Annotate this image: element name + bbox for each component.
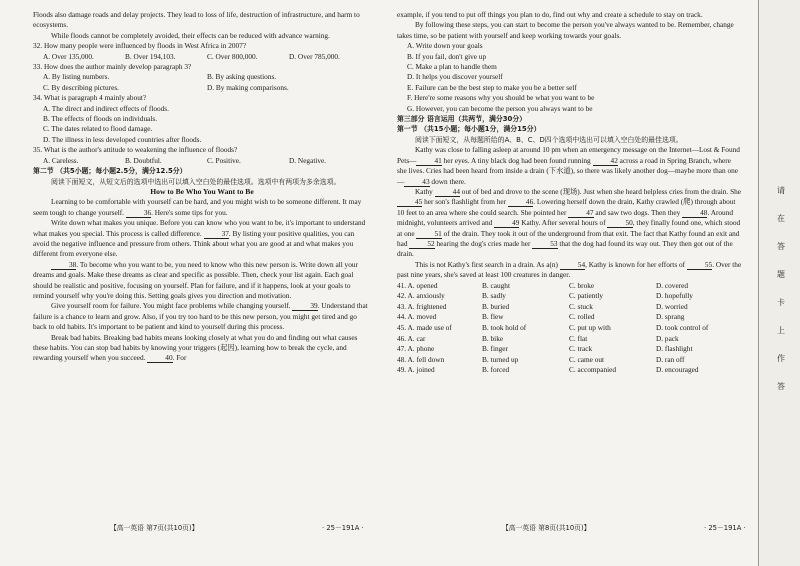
article-paragraph: 38. To become who you want to be, you need to know who this new person is. Write down all your dreams and goals. Make these dreams as clear and specific as possible. Then, check your list again. Each goal should be realistic and positive, focusing on yourself. Plan for failure, and if it happens, look at your goals to remind yourself why you're doing this. Setting goals gives you direction and motivation.: [33, 259, 358, 300]
option: C. The dates related to flood damage.: [43, 124, 153, 134]
choice-row: 41. A. opened B. caught C. broke D. covered: [397, 280, 689, 290]
blank-41: 41: [416, 157, 441, 166]
blank-43: 43: [404, 178, 429, 187]
article-paragraph: Break bad habits. Breaking bad habits means looking closely at what you do and finding out what causes these habits. You can stop bad habits by knowing your triggers (起因), learning how to break the cycle, and rewarding yourself when you succeed. 40. For: [33, 332, 358, 363]
section-heading: 第二节 （共5小题；每小题2.5分，满分12.5分）: [33, 167, 187, 176]
question-stem: 34. What is paragraph 4 mainly about?: [33, 93, 147, 103]
choice-row: 44. A. moved B. flew C. rolled D. sprang: [397, 312, 685, 322]
cloze-paragraph: Kathy was close to falling asleep at around 10 pm when an emergency message on the Internet—Lost & Found Pets— 41 her eyes. A tiny black dog had been found running 42 across a road in Spring Branch, where she lives. Cries had been heard from inside a drain (下水道), so there was likely another dog—maybe more than one— 43 down there.: [397, 145, 740, 186]
choice-row: 45. A. made use of B. took hold of C. put up with D. took control of: [397, 322, 709, 332]
blank-36: 36: [126, 209, 151, 218]
option: B. If you fail, don't give up: [407, 51, 487, 61]
article-paragraph: By following these steps, you can start to become the person you've always wanted to be. Remember, change takes time, so be patient with yourself and keep working towards your goals.: [397, 20, 734, 40]
option: C. Make a plan to handle them: [407, 62, 497, 72]
option: D. Over 785,000.: [289, 51, 340, 61]
section-heading: 第一节 （共15小题；每小题1分，满分15分）: [397, 125, 541, 134]
blank-39: 39: [292, 302, 317, 311]
article-paragraph: example, if you tend to put off things you plan to do, find out why and create a schedule to stay on track.: [397, 10, 703, 19]
blank-47: 47: [568, 209, 593, 218]
option: E. Failure can be the best step to make you be a better self: [407, 82, 577, 92]
choice-row: 47. A. phone B. finger C. track D. flashlight: [397, 344, 693, 354]
option: D. The illness in less developed countries after floods.: [43, 134, 202, 144]
article-paragraph: Give yourself room for failure. You might face problems while changing yourself. 39. Understand that failure is a chance to learn and grow. Also, if you try too hard to be this new person, you might get tired and go back to old habits. It's important to be patient and kind to yourself during this process.: [33, 301, 368, 332]
choice-row: 46. A. car B. bike C. flat D. pack: [397, 333, 679, 343]
choice-row: 42. A. anxiously B. sadly C. patiently D. hopefully: [397, 291, 693, 301]
choice-row: 43. A. frightened B. buried C. stuck D. worried: [397, 301, 688, 311]
margin-note-char: 答: [777, 382, 785, 391]
blank-52: 52: [409, 240, 434, 249]
option: A. The direct and indirect effects of floods.: [43, 103, 169, 113]
page-footer-label: 【高一英语 第7页(共10页)】: [110, 524, 199, 532]
margin-note-char: 题: [777, 270, 785, 279]
blank-37: 37: [204, 230, 229, 239]
margin-note-char: 答: [777, 242, 785, 251]
option: D. By making comparisons.: [207, 82, 289, 92]
blank-53: 53: [532, 240, 557, 249]
blank-49: 49: [494, 219, 519, 228]
margin-note-char: 在: [777, 214, 785, 223]
option: B. Over 194,103.: [125, 51, 176, 61]
page-footer-label: 【高一英语 第8页(共10页)】: [502, 524, 591, 532]
cloze-choices-table: [397, 281, 742, 376]
question-stem: 33. How does the author mainly develop paragraph 3?: [33, 62, 192, 72]
margin-note-char: 请: [777, 186, 785, 195]
option: F. Here're some reasons why you should be what you want to be: [407, 93, 595, 103]
blank-54: 54: [560, 261, 585, 270]
right-page-column: [397, 10, 742, 376]
section-instructions: 阅读下面短文，从每题所给的A、B、C、D四个选项中选出可以填入空白处的最佳选项。: [415, 135, 683, 144]
blank-42: 42: [593, 157, 618, 166]
article-paragraph: Write down what makes you unique. Before you can know who you want to be, it's important to understand what makes you special. This process is called difference. 37. By listing your positive qualities, you can avoid the negative influence and pressure from others. Think about what you are good at and what makes you different from everyone else.: [33, 218, 366, 259]
blank-46: 46: [508, 198, 533, 207]
seven-choose-five-options: [397, 41, 742, 114]
option: C. Over 800,000.: [207, 51, 258, 61]
option: A. Over 135,000.: [43, 51, 94, 61]
blank-50: 50: [607, 219, 632, 228]
option: B. By asking questions.: [207, 72, 277, 82]
blank-40: 40: [147, 354, 172, 363]
blank-55: 55: [687, 261, 712, 270]
option: B. The effects of floods on individuals.: [43, 114, 158, 124]
option: A. Write down your goals: [407, 41, 483, 51]
article-title: How to Be Who You Want to Be: [150, 186, 254, 196]
margin-note-char: 卡: [777, 298, 785, 307]
page-footer-code: · 25－191A ·: [704, 524, 746, 532]
cloze-paragraph: This is not Kathy's first search in a drain. As a(n) 54, Kathy is known for her efforts of 55. Over the past nine years, she's saved at least 100 creatures in danger.: [397, 259, 742, 280]
left-page-column: [33, 10, 371, 364]
article-paragraph: Learning to be comfortable with yourself can be hard, and you might wish to be someone different. It may seem tough to change yourself. 36. Here's some tips for you.: [33, 197, 362, 217]
option: C. By describing pictures.: [43, 82, 119, 92]
option: D. It helps you discover yourself: [407, 72, 503, 82]
option: A. By listing numbers.: [43, 72, 110, 82]
option: B. Doubtful.: [125, 155, 162, 165]
option: G. However, you can become the person you always want to be: [407, 103, 593, 113]
blank-48: 48: [682, 209, 707, 218]
blank-44: 44: [435, 188, 460, 197]
question-options: [33, 83, 371, 93]
option: D. Negative.: [289, 155, 327, 165]
question-options: [33, 156, 371, 166]
question-options: [33, 72, 371, 82]
question-stem: 35. What is the author's attitude to weakening the influence of floods?: [33, 145, 238, 155]
blank-38: 38: [51, 261, 76, 270]
blank-51: 51: [416, 230, 441, 239]
margin-note-char: 上: [777, 326, 785, 335]
blank-45: 45: [397, 198, 422, 207]
question-options: [33, 52, 371, 62]
page-footer-code: · 25－191A ·: [322, 524, 364, 532]
paragraph: Floods also damage roads and delay projects. They lead to loss of life, destruction of infrastructure, and harm to ecosystems.: [33, 10, 360, 30]
choice-row: 48. A. fell down B. turned up C. came out D. ran off: [397, 354, 685, 364]
binding-margin: [759, 0, 800, 566]
option: A. Careless.: [43, 155, 79, 165]
cloze-paragraph: Kathy 44 out of bed and drove to the scene (现场). Just when she heard helpless cries from the drain. She 45 her son's flashlight from her 46. Lowering herself down the drain, Kathy crawled (爬) through about 10 feet to an area where she could search. She pointed her 47 and saw two dogs. Then they 48. Around midnight, volunteers arrived and 49 Kathy. After several hours of 50, they finally found one, which stood at one 51 of the drain. They took it out of the underground from that exit. The fact that Kathy found an exit and had 52 hearing the dog's cries made her 53 that the dog had found its way out. They then got out of the drain.: [397, 186, 742, 259]
section-instructions: 阅读下面短文，从短文后的选项中选出可以填入空白处的最佳选项。选项中有两项为多余选项。: [51, 177, 341, 186]
paragraph: While floods cannot be completely avoided, their effects can be reduced with advance warning.: [51, 30, 330, 40]
choice-row: 49. A. joined B. forced C. accompanied D. encouraged: [397, 365, 699, 375]
option: C. Positive.: [207, 155, 241, 165]
margin-note-char: 作: [777, 354, 785, 363]
question-stem: 32. How many people were influenced by floods in West Africa in 2007?: [33, 41, 247, 51]
part-heading: 第三部分 语言运用（共两节，满分30分）: [397, 115, 527, 124]
